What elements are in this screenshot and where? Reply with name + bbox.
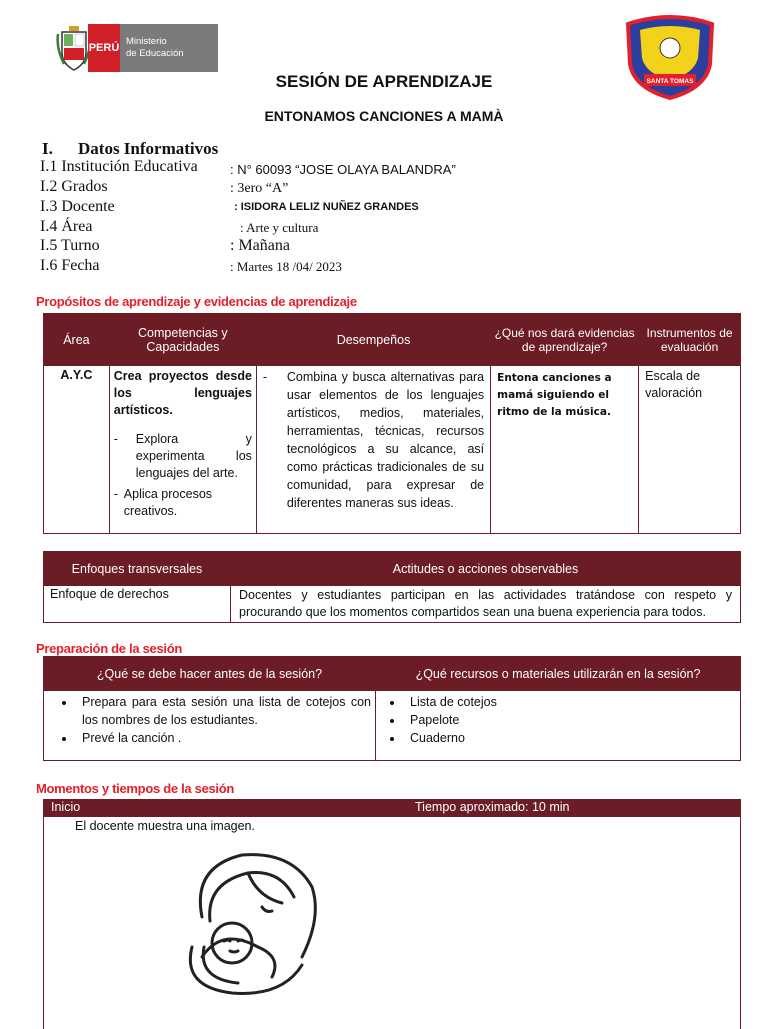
header-antes: ¿Qué se debe hacer antes de la sesión?	[44, 657, 376, 691]
competencia-text: Crea proyectos desde los lenguajes artísticos.	[113, 369, 252, 417]
propositos-table	[43, 313, 741, 534]
info-value-area: : Arte y cultura	[240, 220, 319, 235]
info-value-institucion: : N° 60093 “JOSE OLAYA BALANDRA”	[230, 162, 456, 177]
inicio-text: El docente muestra una imagen.	[75, 819, 255, 833]
school-logo-text: SANTA TOMAS	[646, 78, 694, 85]
capacidad-text: Aplica procesos creativos.	[123, 487, 213, 518]
document-title: SESIÓN DE APRENDIZAJE	[275, 72, 493, 91]
info-value-turno: : Mañana	[230, 237, 290, 254]
tiempo-label: Tiempo aproximado: 10 min	[415, 800, 570, 814]
info-label-grados: I.2 Grados	[40, 178, 108, 195]
recurso-item: • Papelote	[404, 711, 736, 729]
mother-child-illustration	[162, 847, 332, 997]
info-label-fecha: I.6 Fecha	[40, 257, 100, 274]
info-value-fecha: : Martes 18 /04/ 2023	[230, 259, 342, 274]
ministry-line2: de Educación	[126, 48, 184, 59]
capacidad-item: - Aplica procesos creativos.	[114, 486, 252, 520]
desempeno-text: Combina y busca alternativas para usar elementos de los lenguajes artísticos, medios, materiales, herramientas, técnicas, recursos tecnológicos a su alcance, así como prácticas tradicionales de su comunidad, para expresar de diferentes maneras sus ideas.	[286, 370, 485, 510]
section-datos-heading	[42, 139, 218, 159]
preparacion-table	[43, 656, 741, 761]
header-desempenos: Desempeños	[256, 314, 490, 366]
info-value-grados: : 3ero “A”	[230, 181, 289, 196]
cell-enfoque: Enfoque de derechos	[44, 586, 231, 623]
recurso-item: • Cuaderno	[404, 729, 736, 747]
document-subtitle: ENTONAMOS CANCIONES A MAMÀ	[264, 108, 504, 124]
info-value-docente: : ISIDORA LELIZ NUÑEZ GRANDES	[234, 201, 419, 213]
header-competencias: Competencias y Capacidades	[109, 314, 256, 366]
peru-label: PERÚ	[88, 24, 120, 72]
cell-instrumentos: Escala de valoración	[639, 366, 741, 534]
recurso-item: • Lista de cotejos	[404, 693, 736, 711]
inicio-content	[43, 816, 741, 1029]
ministry-label	[120, 24, 218, 72]
info-label-docente: I.3 Docente	[40, 198, 115, 215]
capacidad-item: - Explora y experimenta los lenguajes del arte.	[113, 432, 252, 480]
cell-actitud: Docentes y estudiantes participan en las actividades tratándose con respeto y procurando que los momentos compartidos sean una buena experiencia para todos.	[231, 586, 741, 623]
antes-item: • Prevé la canción .	[76, 729, 371, 747]
header-evidencias: ¿Qué nos dará evidencias de aprendizaje?	[491, 314, 639, 366]
header-actitudes: Actitudes o acciones observables	[231, 552, 741, 586]
header-area: Área	[44, 314, 110, 366]
header-instrumentos: Instrumentos de evaluación	[639, 314, 741, 366]
info-label-institucion: I.1 Institución Educativa	[40, 158, 198, 175]
ministry-line1: Ministerio	[126, 36, 167, 47]
cell-evidencias: Entona canciones a mamá siguiendo el ritmo de la música.	[491, 366, 639, 534]
inicio-bar	[43, 799, 741, 816]
peru-crest-icon	[56, 24, 92, 72]
header-enfoques: Enfoques transversales	[44, 552, 231, 586]
capacidad-text: Explora y experimenta los lenguajes del arte.	[135, 432, 252, 480]
propositos-heading: Propósitos de aprendizaje y evidencias de aprendizaje	[36, 294, 357, 309]
antes-item: • Prepara para esta sesión una lista de cotejos con los nombres de los estudiantes.	[76, 693, 371, 729]
cell-desempenos: - Combina y busca alternativas para usar elementos de los lenguajes artísticos, medios, materiales, herramientas, técnicas, recursos tecnológicos a su alcance, así como prácticas tradicionales de su comunidad, para expresar de diferentes maneras sus ideas.	[256, 366, 490, 534]
momentos-heading: Momentos y tiempos de la sesión	[36, 781, 235, 796]
info-label-area: I.4 Área	[40, 218, 93, 235]
header-recursos: ¿Qué recursos o materiales utilizarán en la sesión?	[376, 657, 741, 691]
preparacion-heading: Preparación de la sesión	[36, 641, 182, 656]
cell-antes	[44, 691, 376, 761]
info-label-turno: I.5 Turno	[40, 237, 100, 254]
section-number: I.	[42, 139, 53, 158]
cell-area: A.Y.C	[44, 366, 110, 534]
cell-competencias	[109, 366, 256, 534]
section-title: Datos Informativos	[78, 139, 219, 158]
cell-recursos	[376, 691, 741, 761]
inicio-label: Inicio	[51, 800, 81, 814]
enfoques-table	[43, 551, 741, 623]
